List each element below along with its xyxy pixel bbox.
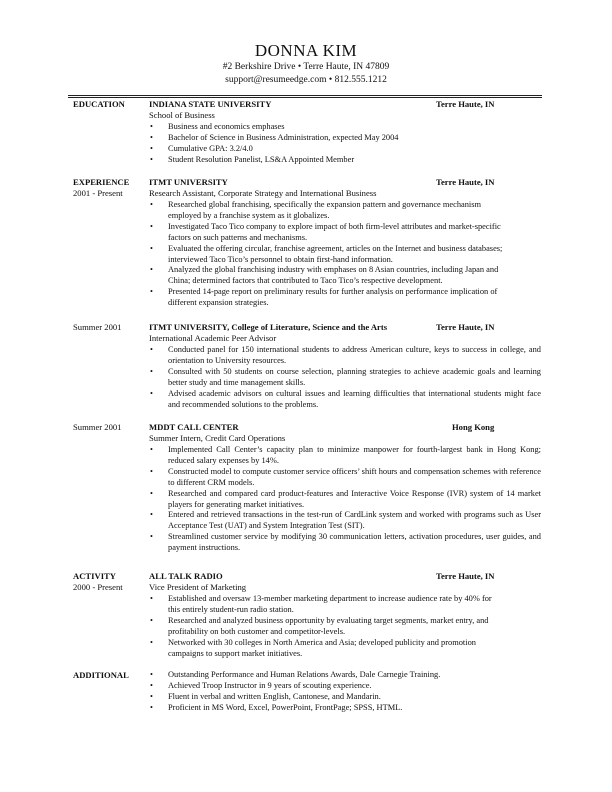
education-bullets	[149, 122, 541, 166]
header-divider-secondary	[68, 97, 542, 98]
address-line: #2 Berkshire Drive • Terre Haute, IN 47809	[222, 62, 390, 72]
section-label-experience: EXPERIENCE	[73, 177, 130, 187]
list-item: • Cumulative GPA: 3.2/4.0	[149, 144, 541, 155]
list-item: • Presented 14-page report on preliminary results for further analysis on performance implication of different expansion strategies.	[149, 287, 514, 309]
additional-bullets	[149, 670, 541, 714]
job-org: MDDT CALL CENTER	[149, 422, 239, 432]
contact-line: support@resumeedge.com • 812.555.1212	[225, 75, 387, 85]
list-item: • Evaluated the offering circular, franchise agreement, articles on the Internet and business databases; interviewed Taco Tico’s personnel to obtain first-hand information.	[149, 244, 514, 266]
list-item: • Business and economics emphases	[149, 122, 541, 133]
candidate-name: DONNA KIM	[254, 41, 358, 60]
header-divider	[68, 95, 542, 96]
section-label-activity: ACTIVITY	[73, 571, 116, 581]
list-item: • Established and oversaw 13-member marketing department to increase audience rate by 40% for this entirely student-run radio station.	[149, 594, 504, 616]
job-role: Summer Intern, Credit Card Operations	[149, 433, 286, 443]
list-item: • Analyzed the global franchising industry with emphases on 8 Asian countries, including Japan and China; determined factors that contributed to Taco Tico’s respective development.	[149, 265, 514, 287]
list-item: • Outstanding Performance and Human Relations Awards, Dale Carnegie Training.	[149, 670, 541, 681]
job-role: International Academic Peer Advisor	[149, 333, 277, 343]
education-location: Terre Haute, IN	[436, 99, 495, 109]
list-item: • Fluent in verbal and written English, Cantonese, and Mandarin.	[149, 692, 541, 703]
activity-date: 2000 - Present	[73, 582, 123, 592]
job-date: 2001 - Present	[73, 188, 123, 198]
list-item: • Researched global franchising, specifically the expansion pattern and governance mechanism employed by a franchise system as it globalizes.	[149, 200, 514, 222]
list-item: • Student Resolution Panelist, LS&A Appointed Member	[149, 155, 541, 166]
job-date: Summer 2001	[73, 322, 122, 332]
job-location: Hong Kong	[452, 422, 495, 432]
list-item: • Entered and retrieved transactions in the test-run of CardLink system and worked with programs such as User Acceptance Test (UAT) and System Integration Test (SIT).	[149, 510, 541, 532]
job-role: Research Assistant, Corporate Strategy and International Business	[149, 188, 377, 198]
job-org: ITMT UNIVERSITY	[149, 177, 228, 187]
activity-bullets	[149, 594, 504, 659]
list-item: • Constructed model to compute customer service officers’ shift hours and compensation schemes with reference to different CRM models.	[149, 467, 541, 489]
job-bullets	[149, 345, 541, 410]
list-item: • Consulted with 50 students on course selection, planning strategies to achieve academic goals and learning better study and time management skills.	[149, 367, 541, 389]
job-org: ITMT UNIVERSITY, College of Literature, Science and the Arts	[149, 322, 388, 332]
section-label-additional: ADDITIONAL	[73, 670, 129, 680]
resume-header	[0, 41, 612, 87]
list-item: • Conducted panel for 150 international students to address American culture, keys to success in college, and orientation to University resources.	[149, 345, 541, 367]
list-item: • Achieved Troop Instructor in 9 years of scouting experience.	[149, 681, 541, 692]
list-item: • Researched and compared card product-features and Interactive Voice Response (IVR) system of 14 market players for generating market initiatives.	[149, 489, 541, 511]
section-label-education: EDUCATION	[73, 99, 125, 109]
job-bullets	[149, 200, 514, 309]
list-item: • Streamlined customer service by modifying 30 communication letters, activation procedures, user guides, and payment instructions.	[149, 532, 541, 554]
job-location: Terre Haute, IN	[436, 177, 495, 187]
list-item: • Proficient in MS Word, Excel, PowerPoint, FrontPage; SPSS, HTML.	[149, 703, 541, 714]
job-location: Terre Haute, IN	[436, 322, 495, 332]
job-date: Summer 2001	[73, 422, 122, 432]
activity-org: ALL TALK RADIO	[149, 571, 223, 581]
education-subtitle: School of Business	[149, 110, 215, 120]
activity-role: Vice President of Marketing	[149, 582, 247, 592]
list-item: • Researched and analyzed business opportunity by evaluating target segments, market entry, and profitability on both customer and competitor-levels.	[149, 616, 504, 638]
list-item: • Investigated Taco Tico company to explore impact of both firm-level attributes and market-specific factors on such patterns and mechanisms.	[149, 222, 514, 244]
education-school: INDIANA STATE UNIVERSITY	[149, 99, 272, 109]
list-item: • Implemented Call Center’s capacity plan to minimize manpower for fourth-largest bank in Hong Kong; reduced salary expenses by 14%.	[149, 445, 541, 467]
list-item: • Bachelor of Science in Business Administration, expected May 2004	[149, 133, 541, 144]
job-bullets	[149, 445, 541, 554]
list-item: • Networked with 30 colleges in North America and Asia; developed publicity and promotion campaigns to support market initiatives.	[149, 638, 504, 660]
list-item: • Advised academic advisors on cultural issues and learning difficulties that international students might face and recommended solutions to the problems.	[149, 389, 541, 411]
activity-location: Terre Haute, IN	[436, 571, 495, 581]
